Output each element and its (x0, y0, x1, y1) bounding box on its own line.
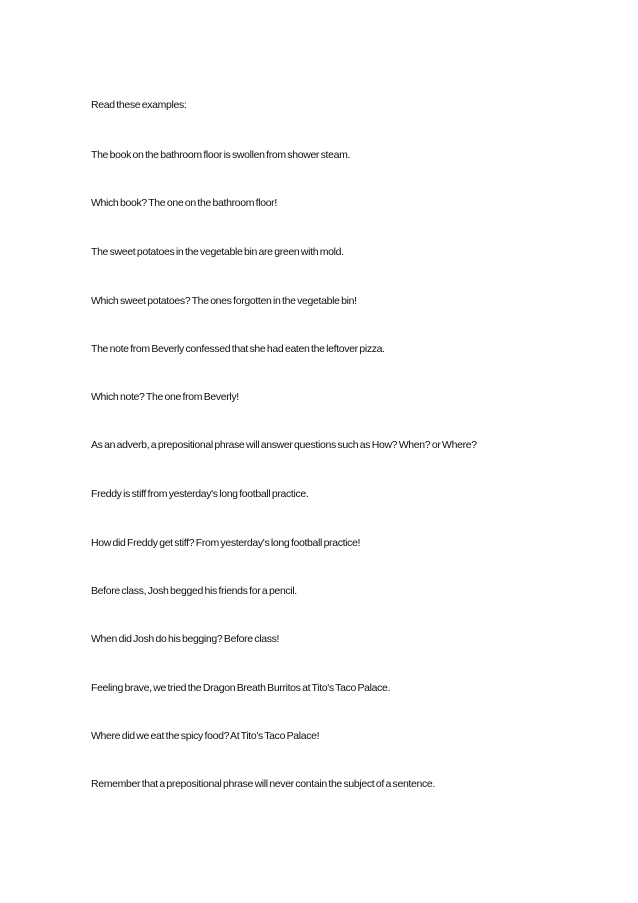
paragraph-example-josh: Before class, Josh begged his friends for a pencil. (91, 585, 297, 597)
paragraph-subject-rule: Remember that a prepositional phrase will never contain the subject of a sentence. (91, 778, 435, 790)
paragraph-question-book: Which book? The one on the bathroom floor! (91, 197, 277, 209)
paragraph-example-burritos: Feeling brave, we tried the Dragon Breath Burritos at Tito's Taco Palace. (91, 682, 391, 694)
paragraph-adverb-rule: As an adverb, a prepositional phrase will answer questions such as How? When? or Where? (91, 439, 477, 451)
paragraph-question-note: Which note? The one from Beverly! (91, 391, 239, 403)
paragraph-question-potatoes: Which sweet potatoes? The ones forgotten in the vegetable bin! (91, 295, 357, 307)
paragraph-question-josh: When did Josh do his begging? Before class! (91, 633, 280, 645)
paragraph-question-freddy: How did Freddy get stiff? From yesterday's long football practice! (91, 537, 361, 549)
paragraph-example-book: The book on the bathroom floor is swollen from shower steam. (91, 149, 351, 161)
paragraph-intro: Read these examples: (91, 99, 187, 111)
paragraph-question-burritos: Where did we eat the spicy food? At Tito's Taco Palace! (91, 730, 320, 742)
paragraph-example-freddy: Freddy is stiff from yesterday's long football practice. (91, 488, 309, 500)
paragraph-example-potatoes: The sweet potatoes in the vegetable bin are green with mold. (91, 246, 344, 258)
paragraph-example-note: The note from Beverly confessed that she had eaten the leftover pizza. (91, 343, 385, 355)
